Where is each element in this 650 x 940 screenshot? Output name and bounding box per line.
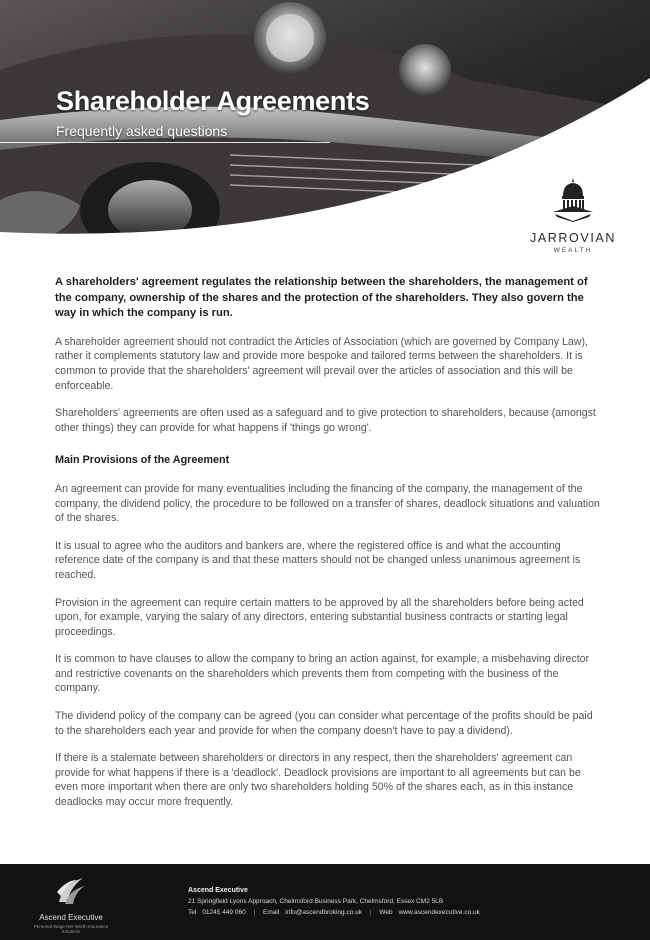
footer-contact-block: [188, 885, 486, 918]
web-label: Web: [379, 909, 393, 916]
title-block: [56, 86, 370, 139]
building-dome-icon: [551, 176, 595, 222]
footer-logo-name: Ascend Executive: [39, 913, 103, 922]
intro-paragraph: A shareholders' agreement regulates the relationship between the shareholders, the management of the company, ownership of the shares and the protection of the shareholders. They also govern the way in which the company is run.: [55, 276, 588, 320]
jarrovian-logo: [521, 176, 625, 254]
page-subtitle: Frequently asked questions: [56, 123, 228, 139]
header-banner: [0, 0, 650, 260]
article-body: [55, 275, 600, 823]
ascend-logo: [28, 874, 114, 934]
footer-logo-tagline: Personal Wage Net Worth Insurance Solutions: [33, 924, 109, 934]
body-paragraph: It is usual to agree who the auditors and bankers are, where the registered office is and what the accounting reference date of the company is and that these matters should not be changed unless unanimous agreement is reached.: [55, 539, 581, 581]
ascend-swoosh-icon: [53, 874, 89, 906]
body-paragraph: A shareholder agreement should not contradict the Articles of Association (which are governed by Company Law), rather it complements statutory law and provide more bespoke and tailored terms between the shareholders. It is common to provide that the shareholders' agreement will prevail over the articles of association and this will be enforceable.: [55, 335, 588, 392]
email-label: Email: [263, 909, 280, 916]
body-paragraph: If there is a stalemate between shareholders or directors in any respect, then the shareholders' agreement can provide for what happens if there is a 'deadlock'. Deadlock provisions are important to all agreements but can be even more important when there are only two shareholders holding 50% of the shares each, as in this instance deadlocks may occur more frequently.: [55, 752, 581, 809]
email-link[interactable]: info@ascendbroking.co.uk: [285, 909, 362, 916]
page-title: Shareholder Agreements: [56, 86, 370, 116]
tel-label: Tel: [188, 909, 197, 916]
brand-tagline: WEALTH: [553, 247, 593, 254]
brand-name: JARROVIAN: [530, 231, 616, 245]
body-paragraph: The dividend policy of the company can be agreed (you can consider what percentage of the profits should be paid to the shareholders each year and provide for when the company doesn't have to pay a dividend).: [55, 710, 593, 737]
separator: |: [253, 909, 256, 916]
body-paragraph: Shareholders' agreements are often used as a safeguard and to give protection to shareholders, because (amongst other things) they can provide for what happens if 'things go wrong'.: [55, 407, 596, 434]
body-paragraph: Provision in the agreement can require certain matters to be approved by all the shareholders before being acted upon, for example, varying the salary of any directors, entering substantial business contracts or starting legal proceedings.: [55, 596, 584, 638]
body-paragraph: It is common to have clauses to allow the company to bring an action against, for example, a misbehaving director and restrictive covenants on the shareholders which prevents them from competing with the business of the company.: [55, 653, 590, 695]
footer-contact-line: [188, 907, 486, 918]
body-paragraph: An agreement can provide for many eventualities including the financing of the company, the management of the company, the dividend policy, the procedure to be followed on a transfer of shares, deadlock situations and valuation of the shares.: [55, 482, 600, 525]
tel-value[interactable]: 01245 449 060: [202, 909, 246, 916]
separator: |: [369, 909, 372, 916]
footer-address: 21 Springfield Lyons Approach, Chelmsford Business Park, Chelmsford, Essex CM2 5LB: [188, 898, 444, 905]
web-link[interactable]: www.ascendexecutive.co.uk: [398, 909, 480, 916]
footer: [0, 864, 650, 940]
footer-company-name: Ascend Executive: [188, 887, 248, 894]
title-underline: [0, 142, 330, 143]
section-heading: Main Provisions of the Agreement: [55, 454, 230, 467]
